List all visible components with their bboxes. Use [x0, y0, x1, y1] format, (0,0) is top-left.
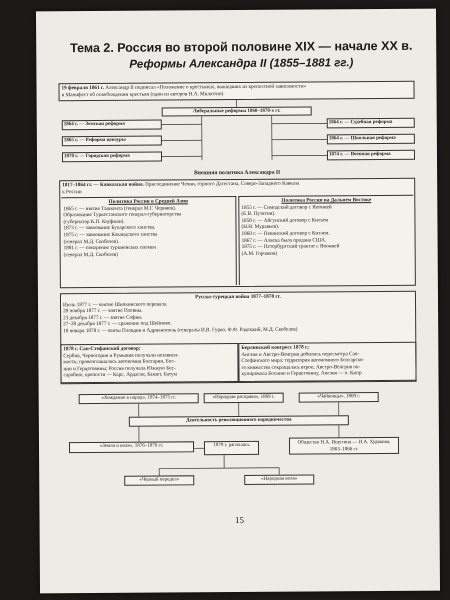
foreign-policy-box: 1817–1864 гг. — Кавказская война. Присоединение Чечни, горного Дагестана, Северо-Западного Кавказа к России	[59, 178, 416, 288]
going-to-people-box: «Хождение в народ», 1874–1875 гг.	[79, 393, 199, 404]
split-1879-box: 1879 г. распалась	[204, 441, 259, 455]
revolutionary-populism-box: Деятельность революционного народничества	[129, 415, 349, 427]
central-asia-section: Политика России в Средней Азии 1865 г. — взятие Ташкента (генерал М.Г. Черняев). Образование Туркестанского генерал-губернаторства (губернатор К.П. Кауфман). 1873 г. — завоевание Бухарского ханства. 1875 г. — завоевание Кокандского ханства (генерал М.Д. Скобелев). 1881 г. — покорение туркменских племен (генерал М.Д. Скобелев)	[61, 196, 237, 286]
textbook-page	[36, 9, 440, 594]
topic-subtitle: Реформы Александра II (1855–1881 гг.)	[129, 57, 354, 71]
reform-censorship: 1865 г. — Реформа цензуры	[62, 136, 162, 147]
land-and-liberty-box: «Земля и воля», 1876–1879 гг.	[69, 441, 194, 453]
foreign-policy-title: Внешняя политика Александра II	[193, 169, 281, 177]
far-east-section: Политика России на Дальнем Востоке 1855 г. — Симодский договор с Японией (Е.В. Путятин). 1858 г. — Айгунский договор с Китаем (Н.Н. Муравьев). 1860 г. — Пекинский договор с Китаем. 1867 г. — Аляска была продана США. 1875 г. — Петербургский трактат с Японией (А.М. Горчаков)	[238, 195, 414, 285]
reform-zemstvo: 1864 г. — Земская реформа	[62, 120, 162, 131]
reform-school: 1864 г. — Школьная реформа	[327, 134, 415, 145]
black-repartition-box: «Черный передел»	[124, 475, 194, 485]
topic-title: Тема 2. Россия во второй половине XIX — начале XX в.	[69, 38, 413, 56]
page-number: 15	[234, 514, 245, 526]
ishutin-society-box: Общество Н.А. Ишутина — И.А. Худякова, 1863–1866 гг.	[289, 437, 399, 455]
russo-turkish-war-box: Русско-турецкая война 1877–1878 гг. Июль 1877 г. — взятие Шипкинского перевала. 28 ноября 1877 г. — взятие Плевны. 23 декабря 1877 г. — взятие Софии. 27–28 декабря 1877 г. — сражение под Шейново. 18 января 1878 г. — взяты Пловдив и Адрианополь (генералы И.В. Гурко, Ф.Ф. Радецкий, М.Д. Скобелев)	[60, 291, 417, 383]
san-stefano-treaty: 1878 г. Сан-Стефанский договор: Сербия, Черногория и Румыния получали независи- мость; провозглашалась автономия Болгарии, Бос- нии и Герцеговины; Россия получала Южную Бес- сарабию, крепости — Карс, Ардаган, Баязет, Батум	[60, 343, 238, 384]
chaikovtsy-box: «Чайковцы», 1869 г.	[299, 392, 379, 403]
liberal-reforms-title: Либеральные реформы 1860–1870-х гг.	[162, 106, 312, 116]
reform-city: 1870 г. — Городская реформа	[62, 152, 162, 163]
peoples-reprisal-box: «Народная расправа», 1869 г.	[204, 393, 284, 404]
emancipation-box: 19 февраля 1861 г. Александр II подписал «Положение о крестьянах, вышедших из крепостной зависимости» и Манифест об освобождении крестьян (один из авторов Н.А. Милютин)	[58, 81, 414, 101]
reform-military: 1874 г. — Военная реформа	[327, 150, 415, 161]
berlin-congress: Берлинский конгресс 1878 г.: Англия и Австро-Венгрия добились пересмотра Сан- Стефанского мира: территория автономного Болгарско- го княжества сокращалась втрое; Австро-Венгрия ок- купировала Боснию и Герцеговину, Англия — о. Кипр	[238, 342, 416, 383]
reform-judicial: 1864 г. — Судебная реформа	[327, 118, 415, 129]
peoples-will-box: «Народная воля»	[244, 474, 314, 484]
